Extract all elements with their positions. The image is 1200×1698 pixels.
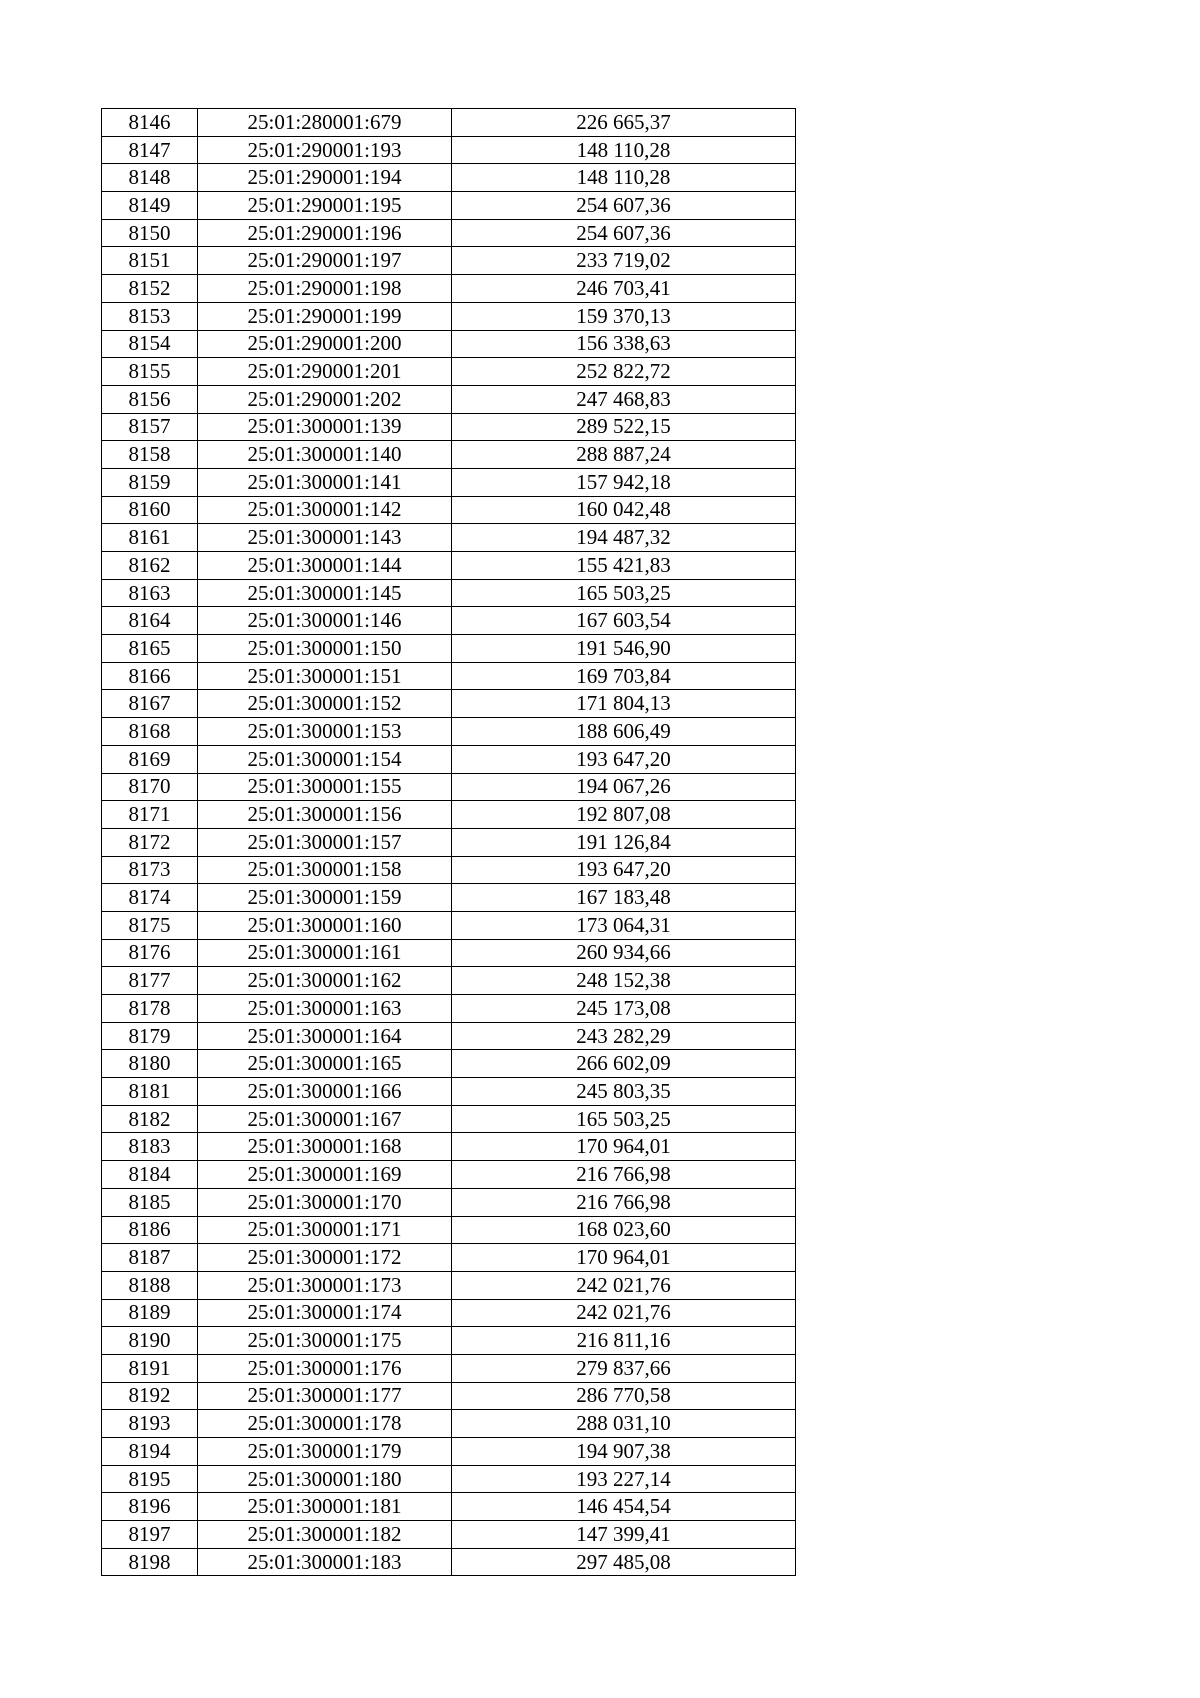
cadastral-number-cell: 25:01:300001:140 xyxy=(198,441,452,469)
cadastral-number-cell: 25:01:300001:179 xyxy=(198,1438,452,1466)
cadastral-value-cell: 248 152,38 xyxy=(452,967,796,995)
table-row xyxy=(102,1354,796,1382)
table-row xyxy=(102,939,796,967)
table-row xyxy=(102,1327,796,1355)
cadastral-number-cell: 25:01:300001:172 xyxy=(198,1244,452,1272)
cadastral-number-cell: 25:01:300001:175 xyxy=(198,1327,452,1355)
cadastral-value-cell: 245 173,08 xyxy=(452,995,796,1023)
cadastral-number-cell: 25:01:300001:180 xyxy=(198,1465,452,1493)
cadastral-number-cell: 25:01:300001:154 xyxy=(198,745,452,773)
table-row xyxy=(102,1438,796,1466)
row-number-cell: 8158 xyxy=(102,441,198,469)
row-number-cell: 8167 xyxy=(102,690,198,718)
row-number-cell: 8190 xyxy=(102,1327,198,1355)
row-number-cell: 8171 xyxy=(102,801,198,829)
cadastral-value-cell: 171 804,13 xyxy=(452,690,796,718)
cadastral-number-cell: 25:01:300001:166 xyxy=(198,1078,452,1106)
cadastral-number-cell: 25:01:300001:169 xyxy=(198,1161,452,1189)
row-number-cell: 8181 xyxy=(102,1078,198,1106)
cadastral-value-cell: 254 607,36 xyxy=(452,219,796,247)
cadastral-value-cell: 156 338,63 xyxy=(452,330,796,358)
cadastral-number-cell: 25:01:300001:159 xyxy=(198,884,452,912)
cadastral-number-cell: 25:01:300001:156 xyxy=(198,801,452,829)
cadastral-number-cell: 25:01:300001:183 xyxy=(198,1548,452,1576)
row-number-cell: 8184 xyxy=(102,1161,198,1189)
table-row xyxy=(102,884,796,912)
row-number-cell: 8176 xyxy=(102,939,198,967)
cadastral-value-cell: 242 021,76 xyxy=(452,1299,796,1327)
table-row xyxy=(102,607,796,635)
table-row xyxy=(102,1465,796,1493)
row-number-cell: 8173 xyxy=(102,856,198,884)
row-number-cell: 8160 xyxy=(102,496,198,524)
row-number-cell: 8161 xyxy=(102,524,198,552)
cadastral-value-cell: 226 665,37 xyxy=(452,109,796,137)
cadastral-number-cell: 25:01:290001:200 xyxy=(198,330,452,358)
table-row xyxy=(102,662,796,690)
table-row xyxy=(102,358,796,386)
cadastral-value-cell: 279 837,66 xyxy=(452,1354,796,1382)
cadastral-number-cell: 25:01:290001:197 xyxy=(198,247,452,275)
row-number-cell: 8155 xyxy=(102,358,198,386)
table-row xyxy=(102,1050,796,1078)
table-row xyxy=(102,1299,796,1327)
cadastral-value-cell: 191 546,90 xyxy=(452,635,796,663)
table-row xyxy=(102,690,796,718)
cadastral-value-cell: 148 110,28 xyxy=(452,136,796,164)
cadastral-value-cell: 243 282,29 xyxy=(452,1022,796,1050)
table-row xyxy=(102,1188,796,1216)
cadastral-number-cell: 25:01:300001:155 xyxy=(198,773,452,801)
cadastral-value-cell: 247 468,83 xyxy=(452,385,796,413)
cadastral-number-cell: 25:01:300001:153 xyxy=(198,718,452,746)
cadastral-number-cell: 25:01:300001:177 xyxy=(198,1382,452,1410)
cadastral-value-cell: 170 964,01 xyxy=(452,1244,796,1272)
cadastral-value-cell: 254 607,36 xyxy=(452,192,796,220)
table-row xyxy=(102,745,796,773)
cadastral-number-cell: 25:01:300001:144 xyxy=(198,552,452,580)
cadastral-number-cell: 25:01:300001:141 xyxy=(198,468,452,496)
table-row xyxy=(102,164,796,192)
row-number-cell: 8147 xyxy=(102,136,198,164)
row-number-cell: 8177 xyxy=(102,967,198,995)
row-number-cell: 8191 xyxy=(102,1354,198,1382)
row-number-cell: 8170 xyxy=(102,773,198,801)
row-number-cell: 8149 xyxy=(102,192,198,220)
cadastral-value-cell: 245 803,35 xyxy=(452,1078,796,1106)
cadastral-number-cell: 25:01:300001:139 xyxy=(198,413,452,441)
cadastral-value-cell: 286 770,58 xyxy=(452,1382,796,1410)
cadastral-value-cell: 173 064,31 xyxy=(452,911,796,939)
cadastral-value-cell: 297 485,08 xyxy=(452,1548,796,1576)
cadastral-number-cell: 25:01:300001:174 xyxy=(198,1299,452,1327)
row-number-cell: 8192 xyxy=(102,1382,198,1410)
cadastral-number-cell: 25:01:290001:201 xyxy=(198,358,452,386)
cadastral-number-cell: 25:01:300001:158 xyxy=(198,856,452,884)
cadastral-value-cell: 191 126,84 xyxy=(452,828,796,856)
cadastral-value-cell: 157 942,18 xyxy=(452,468,796,496)
cadastral-value-cell: 148 110,28 xyxy=(452,164,796,192)
row-number-cell: 8178 xyxy=(102,995,198,1023)
table-row xyxy=(102,828,796,856)
cadastral-value-cell: 165 503,25 xyxy=(452,1105,796,1133)
cadastral-value-cell: 193 647,20 xyxy=(452,745,796,773)
row-number-cell: 8193 xyxy=(102,1410,198,1438)
cadastral-number-cell: 25:01:290001:198 xyxy=(198,275,452,303)
cadastral-number-cell: 25:01:300001:171 xyxy=(198,1216,452,1244)
cadastral-number-cell: 25:01:300001:157 xyxy=(198,828,452,856)
row-number-cell: 8146 xyxy=(102,109,198,137)
cadastral-value-cell: 288 031,10 xyxy=(452,1410,796,1438)
cadastral-number-cell: 25:01:300001:143 xyxy=(198,524,452,552)
cadastral-number-cell: 25:01:300001:162 xyxy=(198,967,452,995)
cadastral-value-cell: 169 703,84 xyxy=(452,662,796,690)
cadastral-value-cell: 288 887,24 xyxy=(452,441,796,469)
cadastral-number-cell: 25:01:300001:170 xyxy=(198,1188,452,1216)
cadastral-value-cell: 167 603,54 xyxy=(452,607,796,635)
cadastral-number-cell: 25:01:300001:181 xyxy=(198,1493,452,1521)
cadastral-number-cell: 25:01:290001:194 xyxy=(198,164,452,192)
row-number-cell: 8183 xyxy=(102,1133,198,1161)
cadastral-number-cell: 25:01:300001:178 xyxy=(198,1410,452,1438)
cadastral-number-cell: 25:01:290001:196 xyxy=(198,219,452,247)
table-row xyxy=(102,441,796,469)
cadastral-value-cell: 160 042,48 xyxy=(452,496,796,524)
cadastral-value-cell: 165 503,25 xyxy=(452,579,796,607)
row-number-cell: 8186 xyxy=(102,1216,198,1244)
row-number-cell: 8187 xyxy=(102,1244,198,1272)
table-row xyxy=(102,1133,796,1161)
row-number-cell: 8165 xyxy=(102,635,198,663)
cadastral-value-cell: 192 807,08 xyxy=(452,801,796,829)
row-number-cell: 8159 xyxy=(102,468,198,496)
cadastral-value-cell: 194 067,26 xyxy=(452,773,796,801)
row-number-cell: 8197 xyxy=(102,1521,198,1549)
table-row xyxy=(102,552,796,580)
row-number-cell: 8198 xyxy=(102,1548,198,1576)
cadastral-value-cell: 167 183,48 xyxy=(452,884,796,912)
row-number-cell: 8188 xyxy=(102,1271,198,1299)
cadastral-value-cell: 252 822,72 xyxy=(452,358,796,386)
cadastral-number-cell: 25:01:300001:152 xyxy=(198,690,452,718)
table-row xyxy=(102,496,796,524)
table-row xyxy=(102,1382,796,1410)
table-row xyxy=(102,773,796,801)
row-number-cell: 8164 xyxy=(102,607,198,635)
table-row xyxy=(102,330,796,358)
table-row xyxy=(102,1105,796,1133)
table-row xyxy=(102,1521,796,1549)
cadastral-value-cell: 216 811,16 xyxy=(452,1327,796,1355)
table-row xyxy=(102,192,796,220)
table-row xyxy=(102,524,796,552)
row-number-cell: 8168 xyxy=(102,718,198,746)
table-row xyxy=(102,109,796,137)
cadastral-value-cell: 147 399,41 xyxy=(452,1521,796,1549)
cadastral-value-table xyxy=(101,108,796,1576)
cadastral-value-cell: 242 021,76 xyxy=(452,1271,796,1299)
table-row xyxy=(102,856,796,884)
table-row xyxy=(102,219,796,247)
row-number-cell: 8151 xyxy=(102,247,198,275)
row-number-cell: 8196 xyxy=(102,1493,198,1521)
cadastral-value-cell: 266 602,09 xyxy=(452,1050,796,1078)
cadastral-number-cell: 25:01:300001:164 xyxy=(198,1022,452,1050)
row-number-cell: 8152 xyxy=(102,275,198,303)
table-row xyxy=(102,1161,796,1189)
cadastral-number-cell: 25:01:300001:160 xyxy=(198,911,452,939)
table-row xyxy=(102,635,796,663)
table-row xyxy=(102,1410,796,1438)
cadastral-value-cell: 233 719,02 xyxy=(452,247,796,275)
table-row xyxy=(102,136,796,164)
cadastral-number-cell: 25:01:300001:165 xyxy=(198,1050,452,1078)
row-number-cell: 8162 xyxy=(102,552,198,580)
cadastral-value-cell: 170 964,01 xyxy=(452,1133,796,1161)
cadastral-number-cell: 25:01:300001:173 xyxy=(198,1271,452,1299)
table-row xyxy=(102,1493,796,1521)
cadastral-value-cell: 194 907,38 xyxy=(452,1438,796,1466)
table-row xyxy=(102,247,796,275)
row-number-cell: 8150 xyxy=(102,219,198,247)
cadastral-number-cell: 25:01:300001:145 xyxy=(198,579,452,607)
row-number-cell: 8172 xyxy=(102,828,198,856)
table-row xyxy=(102,718,796,746)
cadastral-number-cell: 25:01:300001:146 xyxy=(198,607,452,635)
cadastral-value-cell: 246 703,41 xyxy=(452,275,796,303)
table-row xyxy=(102,1271,796,1299)
cadastral-value-cell: 155 421,83 xyxy=(452,552,796,580)
table-row xyxy=(102,1022,796,1050)
row-number-cell: 8156 xyxy=(102,385,198,413)
cadastral-number-cell: 25:01:300001:150 xyxy=(198,635,452,663)
row-number-cell: 8195 xyxy=(102,1465,198,1493)
row-number-cell: 8157 xyxy=(102,413,198,441)
cadastral-value-cell: 216 766,98 xyxy=(452,1188,796,1216)
cadastral-number-cell: 25:01:290001:199 xyxy=(198,302,452,330)
cadastral-value-cell: 146 454,54 xyxy=(452,1493,796,1521)
cadastral-number-cell: 25:01:300001:167 xyxy=(198,1105,452,1133)
row-number-cell: 8194 xyxy=(102,1438,198,1466)
row-number-cell: 8175 xyxy=(102,911,198,939)
row-number-cell: 8185 xyxy=(102,1188,198,1216)
row-number-cell: 8169 xyxy=(102,745,198,773)
table-row xyxy=(102,911,796,939)
cadastral-number-cell: 25:01:300001:142 xyxy=(198,496,452,524)
cadastral-value-cell: 193 227,14 xyxy=(452,1465,796,1493)
row-number-cell: 8166 xyxy=(102,662,198,690)
cadastral-number-cell: 25:01:300001:151 xyxy=(198,662,452,690)
row-number-cell: 8180 xyxy=(102,1050,198,1078)
row-number-cell: 8179 xyxy=(102,1022,198,1050)
cadastral-value-cell: 193 647,20 xyxy=(452,856,796,884)
table-row xyxy=(102,967,796,995)
table-row xyxy=(102,385,796,413)
cadastral-value-cell: 260 934,66 xyxy=(452,939,796,967)
cadastral-value-cell: 168 023,60 xyxy=(452,1216,796,1244)
table-row xyxy=(102,1548,796,1576)
table-row xyxy=(102,275,796,303)
cadastral-number-cell: 25:01:290001:202 xyxy=(198,385,452,413)
table-row xyxy=(102,801,796,829)
cadastral-value-cell: 216 766,98 xyxy=(452,1161,796,1189)
cadastral-number-cell: 25:01:290001:195 xyxy=(198,192,452,220)
cadastral-number-cell: 25:01:300001:161 xyxy=(198,939,452,967)
cadastral-number-cell: 25:01:300001:176 xyxy=(198,1354,452,1382)
table-row xyxy=(102,302,796,330)
table-row xyxy=(102,1244,796,1272)
row-number-cell: 8148 xyxy=(102,164,198,192)
row-number-cell: 8163 xyxy=(102,579,198,607)
cadastral-value-cell: 289 522,15 xyxy=(452,413,796,441)
row-number-cell: 8174 xyxy=(102,884,198,912)
cadastral-number-cell: 25:01:300001:168 xyxy=(198,1133,452,1161)
row-number-cell: 8153 xyxy=(102,302,198,330)
cadastral-value-cell: 194 487,32 xyxy=(452,524,796,552)
row-number-cell: 8154 xyxy=(102,330,198,358)
cadastral-value-cell: 159 370,13 xyxy=(452,302,796,330)
cadastral-value-cell: 188 606,49 xyxy=(452,718,796,746)
cadastral-number-cell: 25:01:290001:193 xyxy=(198,136,452,164)
cadastral-number-cell: 25:01:280001:679 xyxy=(198,109,452,137)
row-number-cell: 8189 xyxy=(102,1299,198,1327)
table-body xyxy=(102,109,796,1576)
table-row xyxy=(102,468,796,496)
cadastral-number-cell: 25:01:300001:163 xyxy=(198,995,452,1023)
table-row xyxy=(102,1216,796,1244)
row-number-cell: 8182 xyxy=(102,1105,198,1133)
table-row xyxy=(102,1078,796,1106)
table-row xyxy=(102,413,796,441)
table-row xyxy=(102,995,796,1023)
table-row xyxy=(102,579,796,607)
cadastral-number-cell: 25:01:300001:182 xyxy=(198,1521,452,1549)
